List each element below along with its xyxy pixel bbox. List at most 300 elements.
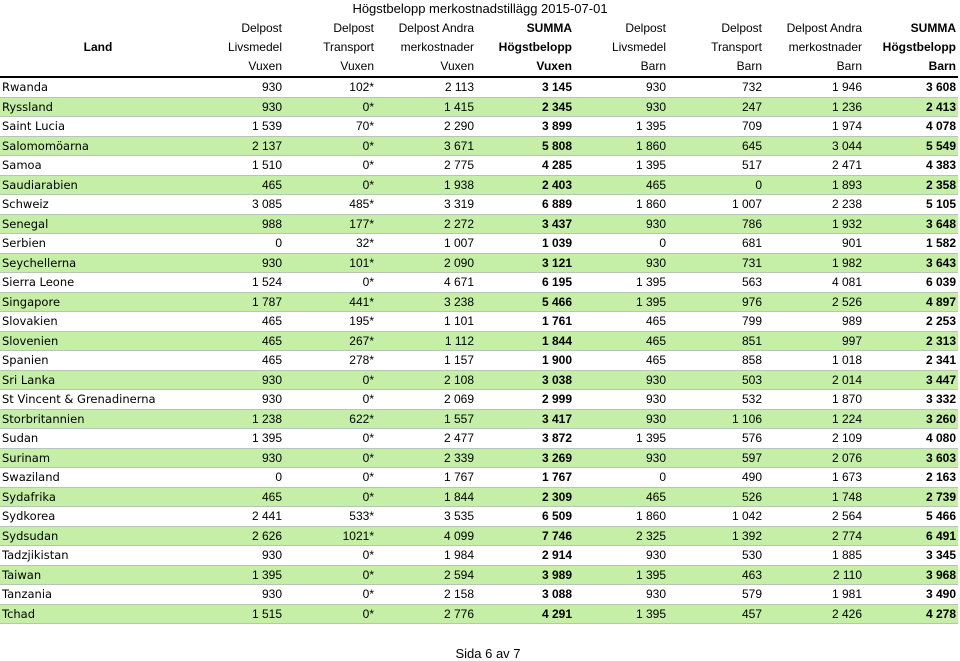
country-cell: Slovenien	[0, 331, 196, 351]
value-cell: 1 900	[476, 351, 574, 371]
value-cell: 930	[574, 448, 668, 468]
value-cell: 2 290	[376, 117, 476, 137]
table-row	[0, 156, 958, 176]
value-cell: 2 137	[196, 136, 284, 156]
table-row	[0, 214, 958, 234]
country-cell: Tadzjikistan	[0, 546, 196, 566]
header-cell: Delpost	[721, 21, 762, 35]
value-cell: 441*	[284, 292, 376, 312]
value-cell: 645	[668, 136, 764, 156]
value-cell: 930	[196, 97, 284, 117]
value-cell: 1 007	[376, 234, 476, 254]
header-cell: merkostnader	[788, 40, 862, 54]
table-row	[0, 312, 958, 332]
value-cell: 1 946	[764, 77, 864, 97]
value-cell: 1 236	[764, 97, 864, 117]
value-cell: 1 395	[574, 273, 668, 293]
value-cell: 709	[668, 117, 764, 137]
value-cell: 267*	[284, 331, 376, 351]
country-cell: Serbien	[0, 234, 196, 254]
value-cell: 1 510	[196, 156, 284, 176]
header-cell: Vuxen	[476, 57, 574, 77]
value-cell: 517	[668, 156, 764, 176]
header-cell: SUMMA	[526, 21, 572, 35]
value-cell: 2 325	[574, 526, 668, 546]
value-cell: 3 085	[196, 195, 284, 215]
header-cell: Barn	[864, 57, 958, 77]
table-row	[0, 390, 958, 410]
value-cell: 930	[196, 448, 284, 468]
country-cell: Saint Lucia	[0, 117, 196, 137]
value-cell: 1 039	[476, 234, 574, 254]
value-cell: 4 671	[376, 273, 476, 293]
value-cell: 2 309	[476, 487, 574, 507]
value-cell: 4 080	[864, 429, 958, 449]
value-cell: 1 395	[574, 565, 668, 585]
value-cell: 579	[668, 585, 764, 605]
value-cell: 1 981	[764, 585, 864, 605]
value-cell: 0*	[284, 585, 376, 605]
value-cell: 2 158	[376, 585, 476, 605]
value-cell: 2 471	[764, 156, 864, 176]
value-cell: 2 069	[376, 390, 476, 410]
page-footer: Sida 6 av 7	[455, 646, 521, 661]
value-cell: 195*	[284, 312, 376, 332]
value-cell: 3 643	[864, 253, 958, 273]
value-cell: 3 603	[864, 448, 958, 468]
page-title: Högstbelopp merkostnadstillägg 2015-07-01	[352, 1, 608, 16]
value-cell: 102*	[284, 77, 376, 97]
country-cell: Sudan	[0, 429, 196, 449]
value-cell: 2 345	[476, 97, 574, 117]
value-cell: 1 101	[376, 312, 476, 332]
table-row	[0, 195, 958, 215]
country-cell: Sri Lanka	[0, 370, 196, 390]
value-cell: 0*	[284, 390, 376, 410]
value-cell: 465	[574, 175, 668, 195]
allowance-table	[0, 19, 958, 624]
value-cell: 1 860	[574, 507, 668, 527]
value-cell: 930	[196, 77, 284, 97]
value-cell: 901	[764, 234, 864, 254]
value-cell: 3 038	[476, 370, 574, 390]
value-cell: 2 775	[376, 156, 476, 176]
value-cell: 1 938	[376, 175, 476, 195]
value-cell: 0*	[284, 448, 376, 468]
value-cell: 2 313	[864, 331, 958, 351]
value-cell: 930	[574, 370, 668, 390]
value-cell: 3 447	[864, 370, 958, 390]
value-cell: 858	[668, 351, 764, 371]
value-cell: 2 110	[764, 565, 864, 585]
table-row	[0, 175, 958, 195]
value-cell: 3 417	[476, 409, 574, 429]
value-cell: 3 437	[476, 214, 574, 234]
value-cell: 930	[196, 585, 284, 605]
value-cell: 2 090	[376, 253, 476, 273]
header-cell: Barn	[764, 57, 864, 77]
value-cell: 622*	[284, 409, 376, 429]
header-cell: SUMMA	[910, 21, 956, 35]
value-cell: 799	[668, 312, 764, 332]
value-cell: 1 515	[196, 604, 284, 624]
header-cell: Barn	[574, 57, 668, 77]
value-cell: 32*	[284, 234, 376, 254]
value-cell: 930	[574, 409, 668, 429]
value-cell: 463	[668, 565, 764, 585]
country-cell: Rwanda	[0, 77, 196, 97]
value-cell: 465	[196, 312, 284, 332]
value-cell: 6 491	[864, 526, 958, 546]
value-cell: 1 395	[196, 429, 284, 449]
header-cell: Högstbelopp	[882, 40, 956, 54]
country-cell: Sydkorea	[0, 507, 196, 527]
value-cell: 930	[574, 585, 668, 605]
value-cell: 4 278	[864, 604, 958, 624]
value-cell: 1 844	[376, 487, 476, 507]
value-cell: 3 872	[476, 429, 574, 449]
value-cell: 1 893	[764, 175, 864, 195]
table-row	[0, 604, 958, 624]
table-row	[0, 468, 958, 488]
header-row-1	[0, 19, 958, 38]
value-cell: 532	[668, 390, 764, 410]
value-cell: 1 673	[764, 468, 864, 488]
value-cell: 563	[668, 273, 764, 293]
table-row	[0, 448, 958, 468]
table-row	[0, 565, 958, 585]
header-cell: Delpost Andra	[786, 21, 862, 35]
value-cell: 786	[668, 214, 764, 234]
value-cell: 1 392	[668, 526, 764, 546]
value-cell: 3 608	[864, 77, 958, 97]
table-row	[0, 136, 958, 156]
value-cell: 2 413	[864, 97, 958, 117]
value-cell: 5 466	[476, 292, 574, 312]
value-cell: 989	[764, 312, 864, 332]
value-cell: 930	[574, 546, 668, 566]
header-cell: Vuxen	[376, 57, 476, 77]
value-cell: 930	[196, 253, 284, 273]
value-cell: 0*	[284, 546, 376, 566]
table-row	[0, 429, 958, 449]
value-cell: 1 007	[668, 195, 764, 215]
value-cell: 1 395	[574, 604, 668, 624]
value-cell: 3 989	[476, 565, 574, 585]
country-cell: Sydsudan	[0, 526, 196, 546]
header-cell: Högstbelopp	[498, 40, 572, 54]
value-cell: 3 332	[864, 390, 958, 410]
value-cell: 576	[668, 429, 764, 449]
value-cell: 1 932	[764, 214, 864, 234]
value-cell: 2 403	[476, 175, 574, 195]
table-row	[0, 370, 958, 390]
country-cell: Saudiarabien	[0, 175, 196, 195]
value-cell: 4 383	[864, 156, 958, 176]
value-cell: 3 044	[764, 136, 864, 156]
value-cell: 1 974	[764, 117, 864, 137]
value-cell: 0*	[284, 97, 376, 117]
value-cell: 4 081	[764, 273, 864, 293]
value-cell: 1 557	[376, 409, 476, 429]
header-cell: Delpost	[625, 21, 666, 35]
value-cell: 0*	[284, 487, 376, 507]
value-cell: 2 999	[476, 390, 574, 410]
country-cell: Samoa	[0, 156, 196, 176]
value-cell: 681	[668, 234, 764, 254]
value-cell: 0*	[284, 565, 376, 585]
value-cell: 2 109	[764, 429, 864, 449]
table-row	[0, 409, 958, 429]
value-cell: 0*	[284, 604, 376, 624]
value-cell: 930	[196, 370, 284, 390]
value-cell: 6 889	[476, 195, 574, 215]
value-cell: 1 224	[764, 409, 864, 429]
country-cell: Swaziland	[0, 468, 196, 488]
value-cell: 465	[196, 175, 284, 195]
table-row	[0, 546, 958, 566]
header-cell: Delpost Andra	[398, 21, 474, 35]
table-row	[0, 351, 958, 371]
value-cell: 3 648	[864, 214, 958, 234]
value-cell: 1 984	[376, 546, 476, 566]
value-cell: 731	[668, 253, 764, 273]
value-cell: 1 042	[668, 507, 764, 527]
value-cell: 2 914	[476, 546, 574, 566]
country-cell: Singapore	[0, 292, 196, 312]
value-cell: 930	[574, 390, 668, 410]
value-cell: 0	[574, 468, 668, 488]
value-cell: 1 885	[764, 546, 864, 566]
value-cell: 2 253	[864, 312, 958, 332]
value-cell: 1 870	[764, 390, 864, 410]
header-cell: Delpost	[241, 21, 282, 35]
value-cell: 0	[196, 234, 284, 254]
value-cell: 930	[196, 390, 284, 410]
table-header	[0, 19, 958, 77]
value-cell: 101*	[284, 253, 376, 273]
value-cell: 1 524	[196, 273, 284, 293]
value-cell: 1 787	[196, 292, 284, 312]
value-cell: 2 477	[376, 429, 476, 449]
value-cell: 3 490	[864, 585, 958, 605]
country-cell: Tanzania	[0, 585, 196, 605]
header-cell: merkostnader	[400, 40, 474, 54]
value-cell: 177*	[284, 214, 376, 234]
value-cell: 976	[668, 292, 764, 312]
value-cell: 2 739	[864, 487, 958, 507]
country-cell: St Vincent & Grenadinerna	[0, 390, 196, 410]
value-cell: 2 426	[764, 604, 864, 624]
value-cell: 2 441	[196, 507, 284, 527]
country-cell: Sydafrika	[0, 487, 196, 507]
value-cell: 930	[574, 214, 668, 234]
value-cell: 732	[668, 77, 764, 97]
header-cell: Barn	[668, 57, 764, 77]
value-cell: 6 039	[864, 273, 958, 293]
value-cell: 930	[574, 253, 668, 273]
value-cell: 490	[668, 468, 764, 488]
value-cell: 930	[196, 546, 284, 566]
value-cell: 465	[574, 351, 668, 371]
table-row	[0, 117, 958, 137]
value-cell: 530	[668, 546, 764, 566]
country-cell: Slovakien	[0, 312, 196, 332]
value-cell: 0	[196, 468, 284, 488]
country-cell: Taiwan	[0, 565, 196, 585]
table-row	[0, 97, 958, 117]
value-cell: 70*	[284, 117, 376, 137]
value-cell: 2 163	[864, 468, 958, 488]
value-cell: 3 535	[376, 507, 476, 527]
value-cell: 3 319	[376, 195, 476, 215]
country-cell: Seychellerna	[0, 253, 196, 273]
header-cell: Transport	[711, 40, 762, 54]
value-cell: 5 105	[864, 195, 958, 215]
value-cell: 485*	[284, 195, 376, 215]
value-cell: 2 341	[864, 351, 958, 371]
table-row	[0, 585, 958, 605]
table-row	[0, 234, 958, 254]
value-cell: 3 260	[864, 409, 958, 429]
value-cell: 1 761	[476, 312, 574, 332]
value-cell: 3 238	[376, 292, 476, 312]
header-cell: Vuxen	[284, 57, 376, 77]
value-cell: 1 395	[574, 156, 668, 176]
value-cell: 1 860	[574, 195, 668, 215]
value-cell: 1 238	[196, 409, 284, 429]
value-cell: 2 014	[764, 370, 864, 390]
country-cell: Senegal	[0, 214, 196, 234]
value-cell: 4 897	[864, 292, 958, 312]
value-cell: 465	[574, 487, 668, 507]
value-cell: 597	[668, 448, 764, 468]
table-row	[0, 273, 958, 293]
table-body	[0, 77, 958, 624]
value-cell: 2 076	[764, 448, 864, 468]
value-cell: 533*	[284, 507, 376, 527]
value-cell: 997	[764, 331, 864, 351]
value-cell: 988	[196, 214, 284, 234]
header-cell: Vuxen	[196, 57, 284, 77]
country-cell: Spanien	[0, 351, 196, 371]
value-cell: 1 157	[376, 351, 476, 371]
value-cell: 6 195	[476, 273, 574, 293]
value-cell: 4 078	[864, 117, 958, 137]
value-cell: 465	[574, 331, 668, 351]
value-cell: 0*	[284, 136, 376, 156]
value-cell: 2 594	[376, 565, 476, 585]
value-cell: 1 748	[764, 487, 864, 507]
value-cell: 2 564	[764, 507, 864, 527]
table-row	[0, 77, 958, 97]
value-cell: 1 767	[376, 468, 476, 488]
value-cell: 457	[668, 604, 764, 624]
value-cell: 526	[668, 487, 764, 507]
value-cell: 0*	[284, 468, 376, 488]
value-cell: 2 626	[196, 526, 284, 546]
country-cell: Storbritannien	[0, 409, 196, 429]
header-land: Land	[0, 19, 196, 77]
value-cell: 851	[668, 331, 764, 351]
table-row	[0, 292, 958, 312]
value-cell: 278*	[284, 351, 376, 371]
value-cell: 1 539	[196, 117, 284, 137]
value-cell: 2 526	[764, 292, 864, 312]
value-cell: 1021*	[284, 526, 376, 546]
value-cell: 1 106	[668, 409, 764, 429]
country-cell: Schweiz	[0, 195, 196, 215]
value-cell: 2 358	[864, 175, 958, 195]
value-cell: 3 269	[476, 448, 574, 468]
value-cell: 7 746	[476, 526, 574, 546]
value-cell: 465	[574, 312, 668, 332]
header-cell: Livsmedel	[611, 40, 666, 54]
value-cell: 503	[668, 370, 764, 390]
value-cell: 1 582	[864, 234, 958, 254]
value-cell: 0*	[284, 429, 376, 449]
value-cell: 3 145	[476, 77, 574, 97]
table-row	[0, 487, 958, 507]
table-row	[0, 507, 958, 527]
value-cell: 3 088	[476, 585, 574, 605]
country-cell: Sierra Leone	[0, 273, 196, 293]
value-cell: 465	[196, 331, 284, 351]
table-row	[0, 331, 958, 351]
value-cell: 2 272	[376, 214, 476, 234]
header-cell: Delpost	[333, 21, 374, 35]
value-cell: 1 395	[574, 117, 668, 137]
value-cell: 465	[196, 487, 284, 507]
table-row	[0, 526, 958, 546]
value-cell: 2 776	[376, 604, 476, 624]
country-cell: Salomomöarna	[0, 136, 196, 156]
value-cell: 1 112	[376, 331, 476, 351]
value-cell: 1 982	[764, 253, 864, 273]
value-cell: 930	[574, 97, 668, 117]
value-cell: 4 099	[376, 526, 476, 546]
value-cell: 465	[196, 351, 284, 371]
header-cell: Livsmedel	[227, 40, 282, 54]
header-cell: Transport	[323, 40, 374, 54]
country-cell: Surinam	[0, 448, 196, 468]
value-cell: 0*	[284, 370, 376, 390]
value-cell: 1 415	[376, 97, 476, 117]
value-cell: 0	[574, 234, 668, 254]
value-cell: 3 345	[864, 546, 958, 566]
value-cell: 0*	[284, 156, 376, 176]
value-cell: 4 291	[476, 604, 574, 624]
value-cell: 0	[668, 175, 764, 195]
value-cell: 3 121	[476, 253, 574, 273]
value-cell: 2 339	[376, 448, 476, 468]
value-cell: 1 844	[476, 331, 574, 351]
country-cell: Tchad	[0, 604, 196, 624]
table-row	[0, 253, 958, 273]
value-cell: 2 774	[764, 526, 864, 546]
value-cell: 2 113	[376, 77, 476, 97]
value-cell: 0*	[284, 175, 376, 195]
value-cell: 247	[668, 97, 764, 117]
value-cell: 1 395	[574, 292, 668, 312]
country-cell: Ryssland	[0, 97, 196, 117]
value-cell: 4 285	[476, 156, 574, 176]
value-cell: 3 671	[376, 136, 476, 156]
value-cell: 1 395	[196, 565, 284, 585]
value-cell: 1 018	[764, 351, 864, 371]
value-cell: 1 767	[476, 468, 574, 488]
value-cell: 1 860	[574, 136, 668, 156]
